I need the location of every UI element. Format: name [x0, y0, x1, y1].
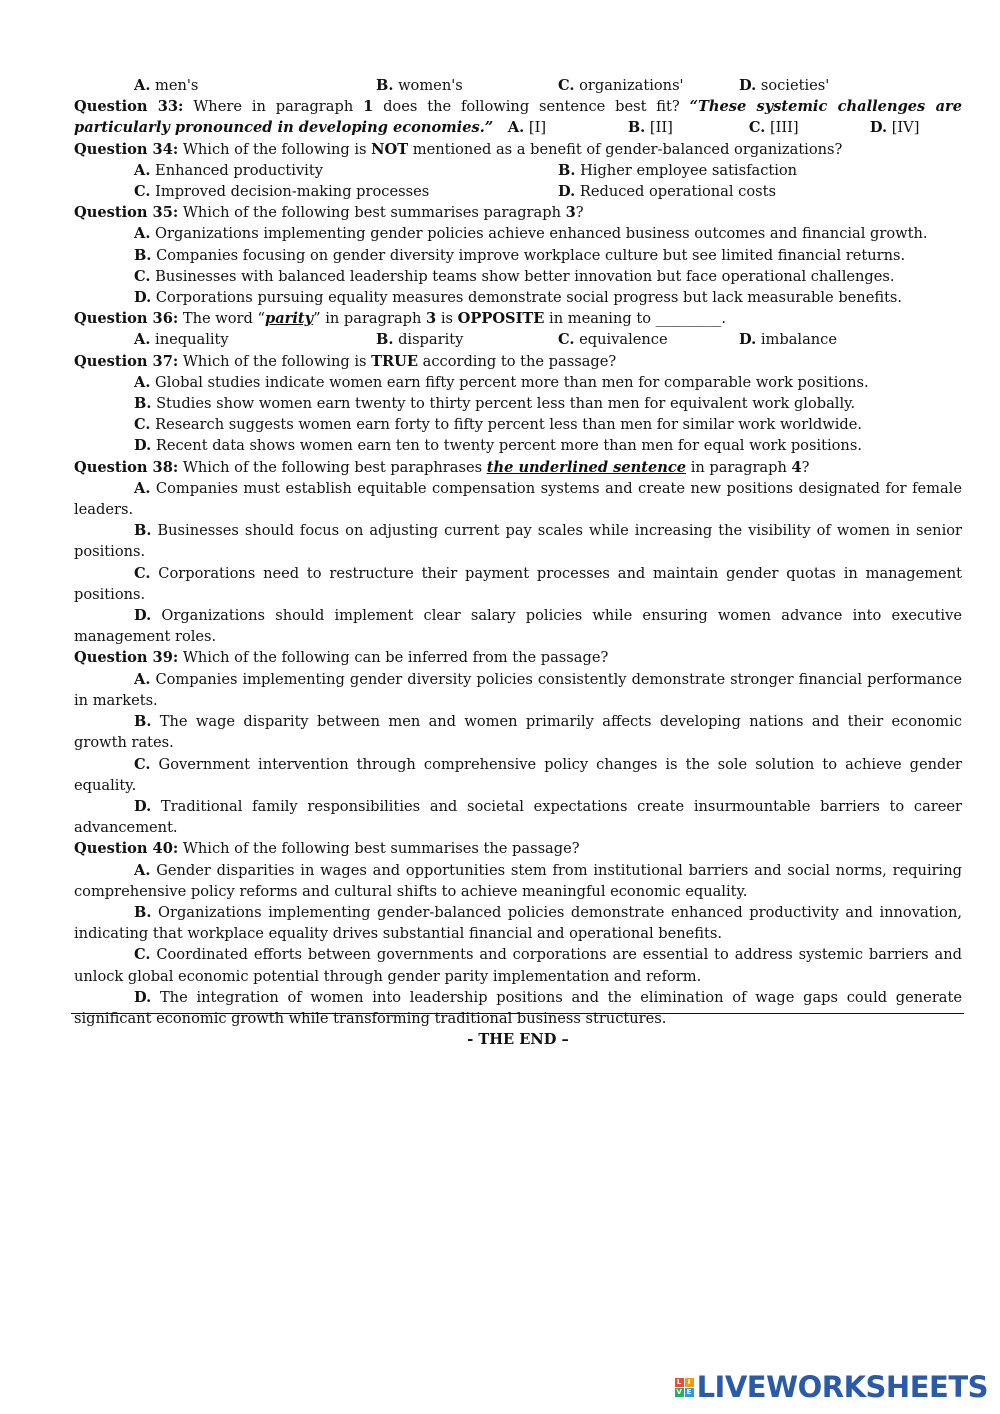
option-label: A. — [134, 161, 151, 179]
option-label: A. — [134, 373, 151, 391]
q37-option-c[interactable] — [74, 414, 962, 435]
option-label: C. — [748, 119, 766, 137]
logo-mark-letter: V — [676, 1387, 682, 1396]
option-label: C. — [134, 564, 151, 582]
option-label: C. — [134, 755, 151, 773]
option-text: Reduced operational costs — [579, 183, 776, 201]
option-text: Organizations implementing gender-balanced policies demonstrate enhanced productivity and innovation, indicating that workplace equality drives substantial financial and operational benefits. — [74, 903, 962, 943]
question-stem: Which of the following is — [182, 352, 367, 370]
q35-option-c[interactable] — [74, 266, 962, 287]
question-stem: according to the passage? — [422, 352, 617, 370]
question-stem: Which of the following best paraphrases — [182, 458, 483, 476]
option-text: Higher employee satisfaction — [580, 161, 798, 179]
option-label: B. — [558, 161, 576, 179]
question-stem: in paragraph — [690, 458, 787, 476]
q34-option-a[interactable] — [74, 160, 558, 181]
option-text: inequality — [155, 331, 229, 349]
option-text: Coordinated efforts between governments and corporations are essential to address systemic barriers and unlock global economic potential through gender parity implementation and reform. — [74, 946, 962, 985]
option-text: men's — [155, 77, 199, 94]
question-stem: The word “ — [182, 310, 265, 328]
question-stem: Which of the following can be inferred from the passage? — [182, 649, 609, 667]
q36-option-d[interactable] — [739, 329, 899, 350]
option-text: Traditional family responsibilities and societal expectations create insurmountable barriers to career advancement. — [74, 797, 962, 837]
q37-option-d[interactable] — [74, 435, 962, 456]
option-text: Recent data shows women earn ten to twenty percent more than men for equal work positions. — [155, 437, 862, 455]
option-label: B. — [134, 713, 152, 731]
q33-option-a[interactable] — [498, 117, 628, 138]
q39-option-d[interactable] — [74, 796, 962, 838]
question-emphasis: the underlined sentence — [486, 458, 687, 476]
option-label: A. — [507, 119, 525, 137]
question-39 — [74, 647, 962, 668]
question-stem: in meaning to _________. — [549, 310, 726, 328]
q32-options — [74, 75, 962, 96]
question-stem: does the following sentence best fit? — [383, 98, 680, 116]
question-label: Question 34: — [74, 140, 179, 158]
q38-option-c[interactable] — [74, 563, 962, 605]
option-text: equivalence — [579, 331, 668, 349]
option-text: societies' — [760, 77, 830, 94]
question-label: Question 40: — [74, 840, 179, 858]
question-emphasis: NOT — [371, 140, 409, 158]
option-text: women's — [398, 77, 463, 94]
option-label: A. — [134, 77, 151, 94]
option-text: [II] — [649, 119, 673, 137]
end-divider — [71, 1013, 964, 1014]
option-text: Corporations pursuing equality measures demonstrate social progress but lack measurable benefits. — [155, 289, 903, 307]
option-label: B. — [627, 119, 646, 137]
paragraph-number: 3 — [426, 310, 437, 328]
option-label: D. — [869, 119, 888, 137]
option-text: Studies show women earn twenty to thirty percent less than men for equivalent work globally. — [156, 395, 856, 413]
q34-option-b[interactable] — [558, 160, 958, 181]
option-label: B. — [134, 395, 152, 413]
question-stem: Which of the following best summarises the passage? — [182, 840, 580, 858]
option-text: Companies focusing on gender diversity improve workplace culture but see limited financial returns. — [156, 246, 906, 264]
question-label: Question 33: — [74, 98, 184, 116]
option-label: D. — [134, 607, 152, 625]
question-40 — [74, 838, 962, 859]
option-label: B. — [376, 331, 394, 349]
logo-mark-letter: E — [685, 1388, 694, 1397]
paragraph-number: 3 — [565, 204, 576, 222]
option-text: disparity — [398, 331, 464, 349]
option-label: D. — [134, 289, 152, 307]
question-34 — [74, 139, 962, 160]
quoted-sentence: “These systemic challenges are particularly pronounced in developing economies.” — [74, 98, 962, 137]
option-label: A. — [134, 861, 151, 879]
option-label: C. — [134, 267, 151, 285]
option-label: B. — [376, 77, 394, 94]
option-label: B. — [134, 903, 152, 921]
question-35 — [74, 202, 962, 223]
option-label: D. — [134, 797, 152, 815]
option-text: Enhanced productivity — [155, 161, 323, 179]
q38-option-d[interactable] — [74, 605, 962, 647]
q34-option-c[interactable] — [74, 181, 558, 202]
option-label: D. — [739, 331, 757, 349]
option-text: Corporations need to restructure their payment processes and maintain gender quotas in management positions. — [74, 564, 962, 603]
q40-option-a[interactable] — [74, 860, 962, 902]
option-label: C. — [134, 183, 151, 201]
option-text: Gender disparities in wages and opportunities stem from institutional barriers and social norms, requiring comprehensive policy reforms and cultural shifts to achieve meaningful economic equality. — [74, 861, 963, 900]
target-word: parity — [264, 310, 314, 328]
end-marker: - THE END – — [467, 1031, 569, 1049]
option-label: C. — [558, 331, 575, 349]
option-text: Organizations implementing gender policies achieve enhanced business outcomes and financial growth. — [155, 225, 928, 243]
question-stem: Which of the following best summarises paragraph — [182, 204, 561, 222]
q36-option-a[interactable] — [74, 329, 376, 350]
option-text: Global studies indicate women earn fifty percent more than men for comparable work positions. — [155, 373, 869, 391]
option-label: C. — [134, 416, 151, 434]
option-text: Companies must establish equitable compensation systems and create new positions designated for female leaders. — [74, 479, 962, 519]
option-label: D. — [739, 77, 757, 94]
q39-option-a[interactable] — [74, 669, 962, 711]
option-text: Improved decision-making processes — [155, 183, 430, 201]
option-text: The integration of women into leadership positions and the elimination of wage gaps could generate significant economic growth while transforming traditional business structures. — [74, 988, 963, 1027]
paragraph-number: 1 — [363, 98, 374, 116]
option-label: B. — [134, 246, 152, 264]
option-text: Government intervention through comprehensive policy changes is the sole solution to achieve gender equality. — [74, 755, 962, 794]
option-text: Businesses should focus on adjusting current pay scales while increasing the visibility of women in senior positions. — [74, 522, 962, 561]
logo-mark-letter: I — [685, 1378, 694, 1387]
option-text: Businesses with balanced leadership teams show better innovation but face operational challenges. — [155, 267, 895, 285]
option-text: Companies implementing gender diversity policies consistently demonstrate stronger financial performance in markets. — [74, 670, 963, 709]
q40-option-c[interactable] — [74, 944, 962, 986]
q33-option-c[interactable] — [749, 117, 870, 138]
option-text: organizations' — [579, 77, 684, 94]
question-stem: is — [440, 310, 454, 328]
q37-option-b[interactable] — [74, 393, 962, 414]
question-label: Question 39: — [74, 649, 179, 667]
q35-option-d[interactable] — [74, 287, 962, 308]
question-label: Question 37: — [74, 352, 179, 370]
q40-option-d[interactable] — [74, 987, 962, 1029]
question-33 — [74, 96, 962, 138]
option-label: D. — [558, 183, 576, 201]
question-stem: mentioned as a benefit of gender-balanced organizations? — [412, 140, 843, 158]
option-text: [IV] — [891, 119, 920, 137]
q36-options — [74, 329, 962, 350]
q39-option-c[interactable] — [74, 754, 962, 796]
q32-option-a[interactable] — [74, 75, 376, 96]
paragraph-number: 4 — [791, 458, 802, 476]
option-label: A. — [134, 225, 151, 243]
q33-option-b[interactable] — [628, 117, 749, 138]
liveworksheets-mark-icon — [675, 1378, 694, 1397]
logo-mark-letter: L — [675, 1378, 684, 1387]
question-stem: Which of the following is — [182, 140, 367, 158]
q34-option-d[interactable] — [558, 181, 958, 202]
option-text: [I] — [528, 119, 547, 137]
question-36 — [74, 308, 962, 329]
question-label: Question 35: — [74, 204, 179, 222]
option-text: Research suggests women earn forty to fifty percent less than men for similar work worldwide. — [155, 416, 862, 434]
option-text: The wage disparity between men and women primarily affects developing nations and their economic growth rates. — [74, 713, 962, 752]
option-label: A. — [134, 479, 151, 497]
question-38 — [74, 457, 962, 478]
option-label: B. — [134, 522, 152, 540]
question-emphasis: TRUE — [371, 352, 419, 370]
q37-option-a[interactable] — [74, 372, 962, 393]
q32-option-d[interactable] — [739, 75, 899, 96]
liveworksheets-logo[interactable] — [675, 1370, 988, 1404]
option-label: D. — [134, 988, 152, 1006]
q38-option-a[interactable] — [74, 478, 962, 520]
q38-option-b[interactable] — [74, 520, 962, 562]
worksheet-page — [74, 75, 962, 1050]
question-label: Question 38: — [74, 458, 179, 476]
question-stem: ? — [575, 204, 584, 222]
question-emphasis: OPPOSITE — [457, 310, 545, 328]
option-label: A. — [134, 670, 151, 688]
option-text: [III] — [769, 119, 799, 137]
q33-option-d[interactable] — [870, 117, 930, 138]
q39-option-b[interactable] — [74, 711, 962, 753]
option-text: Organizations should implement clear salary policies while ensuring women advance into executive management roles. — [74, 607, 962, 646]
q32-option-c[interactable] — [558, 75, 739, 96]
option-label: C. — [558, 77, 575, 94]
q32-option-b[interactable] — [376, 75, 558, 96]
option-label: A. — [134, 331, 151, 349]
question-label: Question 36: — [74, 310, 179, 328]
question-stem: ? — [801, 458, 810, 476]
q34-options-row-1 — [74, 160, 962, 181]
q35-option-a[interactable] — [74, 223, 962, 244]
question-37 — [74, 351, 962, 372]
logo-text: LIVEWORKSHEETS — [696, 1370, 988, 1404]
q36-option-c[interactable] — [558, 329, 739, 350]
option-text: imbalance — [760, 331, 837, 349]
q40-option-b[interactable] — [74, 902, 962, 944]
question-stem: ” in paragraph — [313, 310, 422, 328]
option-label: D. — [134, 437, 152, 455]
q36-option-b[interactable] — [376, 329, 558, 350]
question-stem: Where in paragraph — [193, 98, 354, 116]
q34-options-row-2 — [74, 181, 962, 202]
option-label: C. — [134, 946, 151, 964]
q35-option-b[interactable] — [74, 245, 962, 266]
